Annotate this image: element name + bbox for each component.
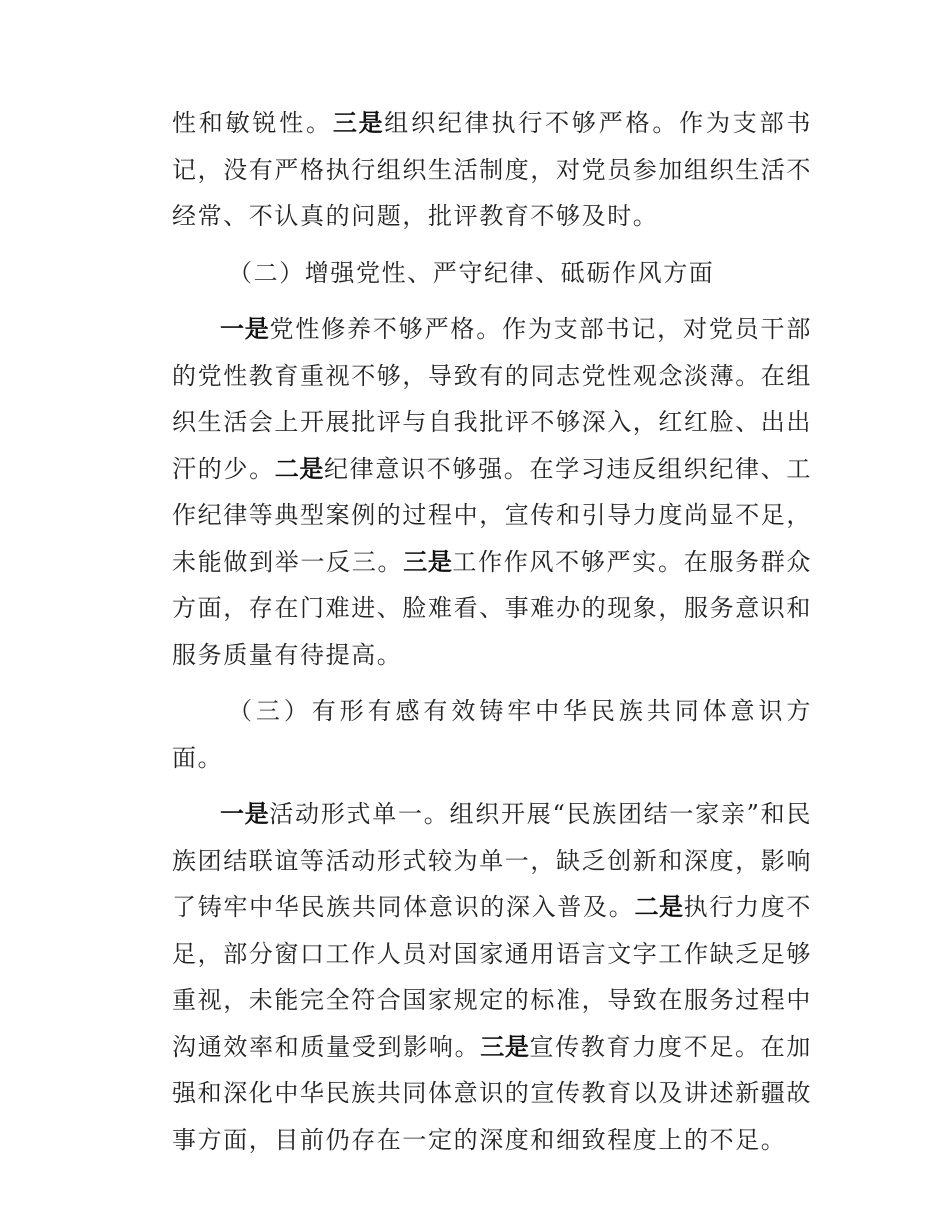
paragraph-text: 工作作风不够严实。在服务群众方面，存在门难进、脸难看、事难办的现象，服务意识和服务质量有待提高。 — [172, 547, 813, 669]
lead-marker: 三是 — [332, 109, 385, 137]
lead-marker: 一是 — [220, 800, 270, 828]
lead-marker: 二是 — [634, 893, 684, 921]
document-body — [172, 100, 812, 1163]
lead-marker: 三是 — [480, 1032, 530, 1061]
paragraph-text: 宣传教育力度不足。在加强和深化中华民族共同体意识的宣传教育以及讲述新疆故事方面，目前仍存在一定的深度和细致程度上的不足。 — [172, 1032, 812, 1154]
section-heading-2: （二）增强党性、严守纪律、砥砺作风方面 — [228, 258, 715, 287]
paragraph-text: 活动形式单一。组织开展“民族团结一家亲”和民族团结联谊等活动形式较为单一，缺乏创新和深度，影响了铸牢中华民族共同体意识的深入普及。 — [172, 800, 813, 921]
paragraph-section-3 — [172, 791, 812, 1163]
paragraph-text: 执行力度不足，部分窗口工作人员对国家通用语言文字工作缺乏足够重视，未能完全符合国家规定的标准，导致在服务过程中沟通效率和质量受到影响。 — [172, 893, 813, 1061]
lead-marker: 二是 — [274, 454, 324, 483]
paragraph-text: 党性修养不够严格。作为支部书记，对党员干部的党性教育重视不够，导致有的同志党性观念淡薄。在组织生活会上开展批评与自我批评不够深入，红红脸、出出汗的少。 — [172, 315, 812, 483]
paragraph-section-2 — [172, 306, 812, 678]
paragraph-text: 组织纪律执行不够严格。作为支部书记，没有严格执行组织生活制度，对党员参加组织生活不经常、不认真的问题，批评教育不够及时。 — [172, 109, 812, 230]
section-heading-3: （三）有形有感有效铸牢中华民族共同体意识方面。 — [172, 697, 812, 772]
lead-marker: 一是 — [220, 315, 270, 343]
paragraph-continuation — [172, 100, 812, 240]
paragraph-text: 性和敏锐性。 — [172, 109, 333, 137]
paragraph-text: 纪律意识不够强。在学习违反组织纪律、工作纪律等典型案例的过程中，宣传和引导力度尚显不足，未能做到举一反三。 — [172, 454, 812, 576]
lead-marker: 三是 — [403, 547, 453, 576]
